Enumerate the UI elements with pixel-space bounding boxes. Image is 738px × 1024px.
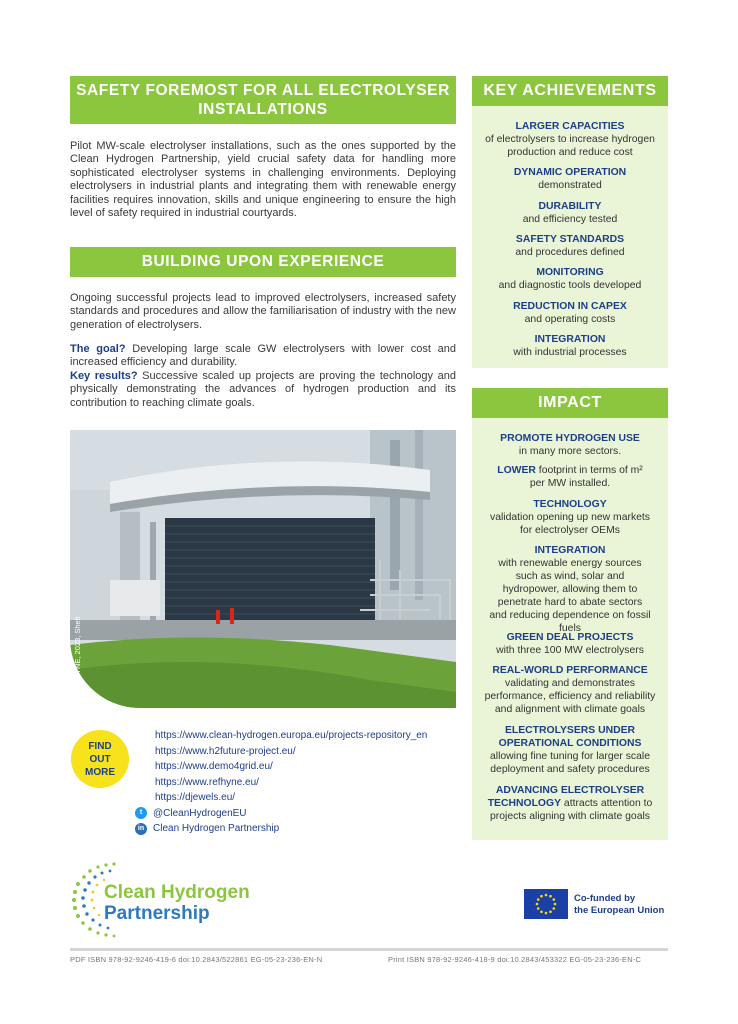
link-refhyne[interactable]: https://www.refhyne.eu/ xyxy=(155,776,259,788)
footer-print-identifiers: Print ISBN 978-92-9246-418-9 doi:10.2843/453322 EG-05-23-236-EN-C xyxy=(388,955,642,964)
linkedin-link[interactable] xyxy=(135,821,427,837)
badge-line: FIND xyxy=(88,740,112,752)
eu-cofunded-text xyxy=(574,893,664,917)
achievement-text: with industrial processes xyxy=(513,347,627,358)
eu-flag-icon xyxy=(524,889,568,919)
badge-line: OUT xyxy=(89,753,111,765)
impact-head: LOWER xyxy=(497,465,536,476)
linkedin-name: Clean Hydrogen Partnership xyxy=(153,823,280,834)
link-djewels[interactable]: https://djewels.eu/ xyxy=(155,792,236,803)
impact-head: PROMOTE HYDROGEN USE xyxy=(500,433,640,444)
achievement-head: SAFETY STANDARDS xyxy=(515,234,625,245)
section-heading-experience: BUILDING UPON EXPERIENCE xyxy=(70,247,456,277)
impact-text: with three 100 MW electrolysers xyxy=(496,645,644,656)
impact-head: TECHNOLOGY xyxy=(533,499,607,510)
impact-head: INTEGRATION xyxy=(534,545,606,556)
achievement-head: INTEGRATION xyxy=(534,334,606,345)
achievement-head: DYNAMIC OPERATION xyxy=(513,167,627,178)
goal-paragraph xyxy=(70,343,456,410)
logo-line: Clean Hydrogen xyxy=(104,882,250,903)
achievement-text: of electrolysers to increase hydrogen production and reduce cost xyxy=(485,134,655,158)
partnership-logo-text xyxy=(104,882,250,924)
twitter-icon: t xyxy=(135,807,147,819)
impact-item xyxy=(472,432,668,458)
achievement-item xyxy=(472,300,668,326)
impact-text: with renewable energy sources such as wind, solar and hydropower, allowing them to penetrate hard to abate sectors and reducing dependence on fossil fuels xyxy=(489,558,651,634)
impact-item xyxy=(472,631,668,657)
link-demo4grid[interactable]: https://www.demo4grid.eu/ xyxy=(155,761,273,772)
impact-head: ELECTROLYSERS UNDER OPERATIONAL CONDITIONS xyxy=(498,725,642,749)
link-h2future[interactable]: https://www.h2future-project.eu/ xyxy=(155,745,296,757)
impact-item xyxy=(472,464,668,490)
badge-line: MORE xyxy=(85,766,115,778)
impact-head: GREEN DEAL PROJECTS xyxy=(506,632,634,643)
impact-item xyxy=(472,498,668,537)
impact-item xyxy=(472,664,668,716)
footer-divider xyxy=(70,948,668,951)
impact-text: footprint in terms of m² per MW installed. xyxy=(529,465,643,489)
heading-line: INSTALLATIONS xyxy=(198,101,328,118)
achievement-head: REDUCTION IN CAPEX xyxy=(513,301,627,312)
section-heading-safety xyxy=(70,76,456,124)
eu-line: Co-funded by xyxy=(574,893,636,904)
achievement-item xyxy=(472,266,668,292)
twitter-handle: @CleanHydrogenEU xyxy=(153,807,247,819)
twitter-link[interactable] xyxy=(135,806,427,822)
goal-label: The goal? xyxy=(70,343,126,355)
achievement-item xyxy=(472,233,668,259)
impact-panel xyxy=(472,418,668,840)
experience-paragraph: Ongoing successful projects lead to improved electrolysers, increased safety standards and procedures and allow the familiarisation of industry with the new generation of electrolysers. xyxy=(70,292,456,331)
key-achievements-panel xyxy=(472,106,668,368)
impact-head: ADVANCING ELECTROLYSER TECHNOLOGY xyxy=(487,785,645,809)
goal-text: Developing large scale GW electrolysers with lower cost and increased efficiency and durability. xyxy=(70,343,456,369)
achievement-item xyxy=(472,333,668,359)
achievement-head: LARGER CAPACITIES xyxy=(515,121,625,132)
achievement-text: and efficiency tested xyxy=(522,214,618,225)
impact-text: attracts attention to projects aligning with climate goals xyxy=(490,798,653,822)
impact-heading: IMPACT xyxy=(472,388,668,418)
achievement-item xyxy=(472,200,668,226)
achievement-text: and operating costs xyxy=(524,314,616,325)
safety-paragraph: Pilot MW-scale electrolyser installations, such as the ones supported by the Clean Hydrogen Partnership, yield crucial safety data for handling more sophisticated electrolyser systems in challenging environments. Deploying electrolysers in industrial plants and integrating them with renewable energy facilities requires innovation, skills and unique engineering to ensure the high level of safety required in industrial courtyards. xyxy=(70,140,456,220)
achievement-head: MONITORING xyxy=(536,267,604,278)
linkedin-icon: in xyxy=(135,823,147,835)
heading-line: SAFETY FOREMOST FOR ALL ELECTROLYSER xyxy=(76,82,450,99)
results-label: Key results? xyxy=(70,369,138,382)
key-achievements-heading: KEY ACHIEVEMENTS xyxy=(472,76,668,106)
find-out-more-badge xyxy=(71,730,129,788)
achievement-item xyxy=(472,166,668,192)
photo-credit: ©REFHYNE, 2023, Shell xyxy=(73,616,82,700)
achievement-head: DURABILITY xyxy=(538,201,602,212)
impact-text: in many more sectors. xyxy=(518,446,622,457)
achievement-text: and diagnostic tools developed xyxy=(498,280,642,291)
results-text: Successive scaled up projects are proving the technology and physically demonstrating the advances of hydrogen production and its contribution to reaching climate goals. xyxy=(70,369,457,409)
achievement-text: and procedures defined xyxy=(515,247,625,258)
impact-item xyxy=(472,724,668,776)
achievement-item xyxy=(472,120,668,159)
impact-text: validating and demonstrates performance, efficiency and reliability and alignment with climate goals xyxy=(484,678,656,715)
impact-text: validation opening up new markets for electrolyser OEMs xyxy=(490,512,650,536)
eu-line: the European Union xyxy=(574,905,665,916)
logo-line: Partnership xyxy=(104,903,210,924)
impact-item xyxy=(472,784,668,823)
link-projects-repository[interactable]: https://www.clean-hydrogen.europa.eu/projects-repository_en xyxy=(155,730,428,741)
electrolyser-photo xyxy=(70,430,456,708)
impact-head: REAL-WORLD PERFORMANCE xyxy=(492,665,648,676)
impact-item xyxy=(472,544,668,635)
links-list xyxy=(137,728,428,837)
footer-pdf-identifiers: PDF ISBN 978-92-9246-419-6 doi:10.2843/522861 EG-05-23-236-EN-N xyxy=(70,955,323,964)
impact-text: allowing fine tuning for larger scale deployment and safety procedures xyxy=(490,751,650,775)
achievement-text: demonstrated xyxy=(538,180,602,191)
